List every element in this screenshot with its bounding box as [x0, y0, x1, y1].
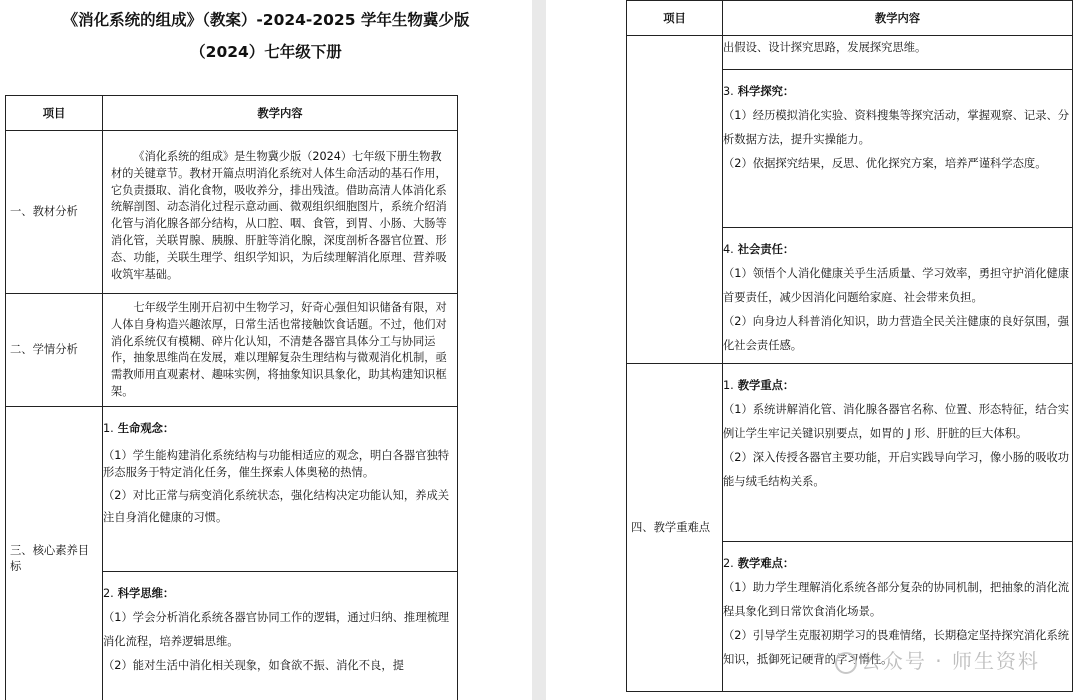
life-concept-title: 1. 生命观念：: [103, 422, 175, 435]
continued-text: 出假设、设计探究思路，发展探究思维。: [723, 41, 927, 54]
left-page: [0, 0, 532, 700]
wechat-icon: [835, 652, 857, 674]
scientific-thinking-title: 2. 科学思维：: [103, 587, 175, 600]
key-points-point-1: （1）系统讲解消化管、消化腺各器官名称、位置、形态特征，结合实例让学生牢记关键识别要点，如胃的 J 形、肝脏的巨大体积。: [723, 403, 1070, 440]
lesson-plan-table-right: [626, 0, 1073, 692]
social-responsibility-title: 4. 社会责任：: [723, 243, 795, 256]
difficult-points-point-1: （1）助力学生理解消化系统各部分复杂的协同机制，把抽象的消化流程具象化到日常饮食消化场景。: [723, 581, 1070, 618]
textbook-analysis-text: 《消化系统的组成》是生物冀少版（2024）七年级下册生物教材的关键章节。教材开篇点明消化系统对人体生命活动的基石作用，它负责摄取、消化食物，吸收养分，排出残渣。借助高清人体消化系统解剖图、动态消化过程示意动画、微观组织细胞图片，系统介绍消化管与消化腺各部分结构，从口腔、咽、食管，到胃、小肠、大肠等消化管，关联胃腺、胰腺、肝脏等消化腺，深度剖析各器官位置、形态、功能，关联生理学、组织学知识，为后续理解消化原理、营养吸收筑牢基础。: [111, 150, 447, 281]
key-points-point-2: （2）深入传授各器官主要功能，开启实践导向学习，像小肠的吸收功能与绒毛结构关系。: [723, 451, 1070, 488]
section-key-points: [723, 364, 1073, 542]
section-social-responsibility: [723, 228, 1073, 364]
difficult-points-title: 2. 教学难点：: [723, 557, 795, 570]
header-content-right: 教学内容: [723, 1, 1073, 36]
section-scientific-thinking: [103, 572, 458, 700]
row-label-student-analysis: 二、学情分析: [6, 294, 103, 407]
scientific-inquiry-point-1: （1）经历模拟消化实验、资料搜集等探究活动，掌握观察、记录、分析数据方法，提升实操能力。: [723, 109, 1070, 146]
key-points-title: 1. 教学重点：: [723, 379, 795, 392]
student-analysis-text: 七年级学生刚开启初中生物学习，好奇心强但知识储备有限，对人体自身构造兴趣浓厚，日常生活也常接触饮食话题。不过，他们对消化系统仅有模糊、碎片化认知，不清楚各器官具体分工与协同运作，抽象思维尚在发展，难以理解复杂生理结构与微观消化机制，亟需教师用直观素材、趣味实例，将抽象知识具象化，助其构建知识框架。: [111, 301, 447, 398]
social-responsibility-point-2: （2）向身边人科普消化知识，助力营造全民关注健康的良好氛围，强化社会责任感。: [723, 315, 1070, 352]
header-item-right: 项目: [627, 1, 723, 36]
row-content-textbook-analysis: [103, 131, 458, 294]
continued-text-cell: [723, 36, 1073, 70]
social-responsibility-point-1: （1）领悟个人消化健康关乎生活质量、学习效率，勇担守护消化健康首要责任，减少因消化问题给家庭、社会带来负担。: [723, 267, 1070, 304]
row-label-textbook-analysis: 一、教材分析: [6, 131, 103, 294]
life-concept-point-2: （2）对比正常与病变消化系统状态，强化结构决定功能认知，养成关注自身消化健康的习惯。: [103, 489, 450, 524]
scientific-inquiry-point-2: （2）依据探究结果，反思、优化探究方案，培养严谨科学态度。: [723, 157, 1047, 170]
document-title-line2: （2024）七年级下册: [190, 43, 342, 61]
document-title-line1: 《消化系统的组成》（教案）-2024-2025 学年生物冀少版: [62, 11, 470, 29]
scientific-inquiry-title: 3. 科学探究：: [723, 85, 795, 98]
row-label-continued: [627, 36, 723, 364]
life-concept-point-1: （1）学生能构建消化系统结构与功能相适应的观念，明白各器官独特形态服务于特定消化任务，催生探索人体奥秘的热情。: [103, 449, 450, 479]
right-page: [546, 0, 1080, 700]
scientific-thinking-point-2: （2）能对生活中消化相关现象，如食欲不振、消化不良，提: [103, 659, 404, 672]
row-content-student-analysis: [103, 294, 458, 407]
section-scientific-inquiry: [723, 70, 1073, 228]
watermark-text: 公众号 · 师生资料: [860, 649, 1040, 673]
row-label-core-literacy: 三、核心素养目标: [6, 407, 103, 700]
watermark: [835, 645, 1040, 674]
section-life-concept: [103, 407, 458, 572]
scientific-thinking-point-1: （1）学会分析消化系统各器官协同工作的逻辑，通过归纳、推理梳理消化流程，培养逻辑思维。: [103, 611, 450, 648]
lesson-plan-table-left: [5, 95, 458, 700]
header-content: 教学内容: [103, 96, 458, 131]
difficult-points-point-2: （2）引导学生克服初期学习的畏难情绪，长期稳定坚持探究消化系统知识，抵御死记硬背的学习惰性。: [723, 629, 1070, 666]
header-item: 项目: [6, 96, 103, 131]
row-label-key-difficult-points: 四、教学重难点: [627, 364, 723, 692]
